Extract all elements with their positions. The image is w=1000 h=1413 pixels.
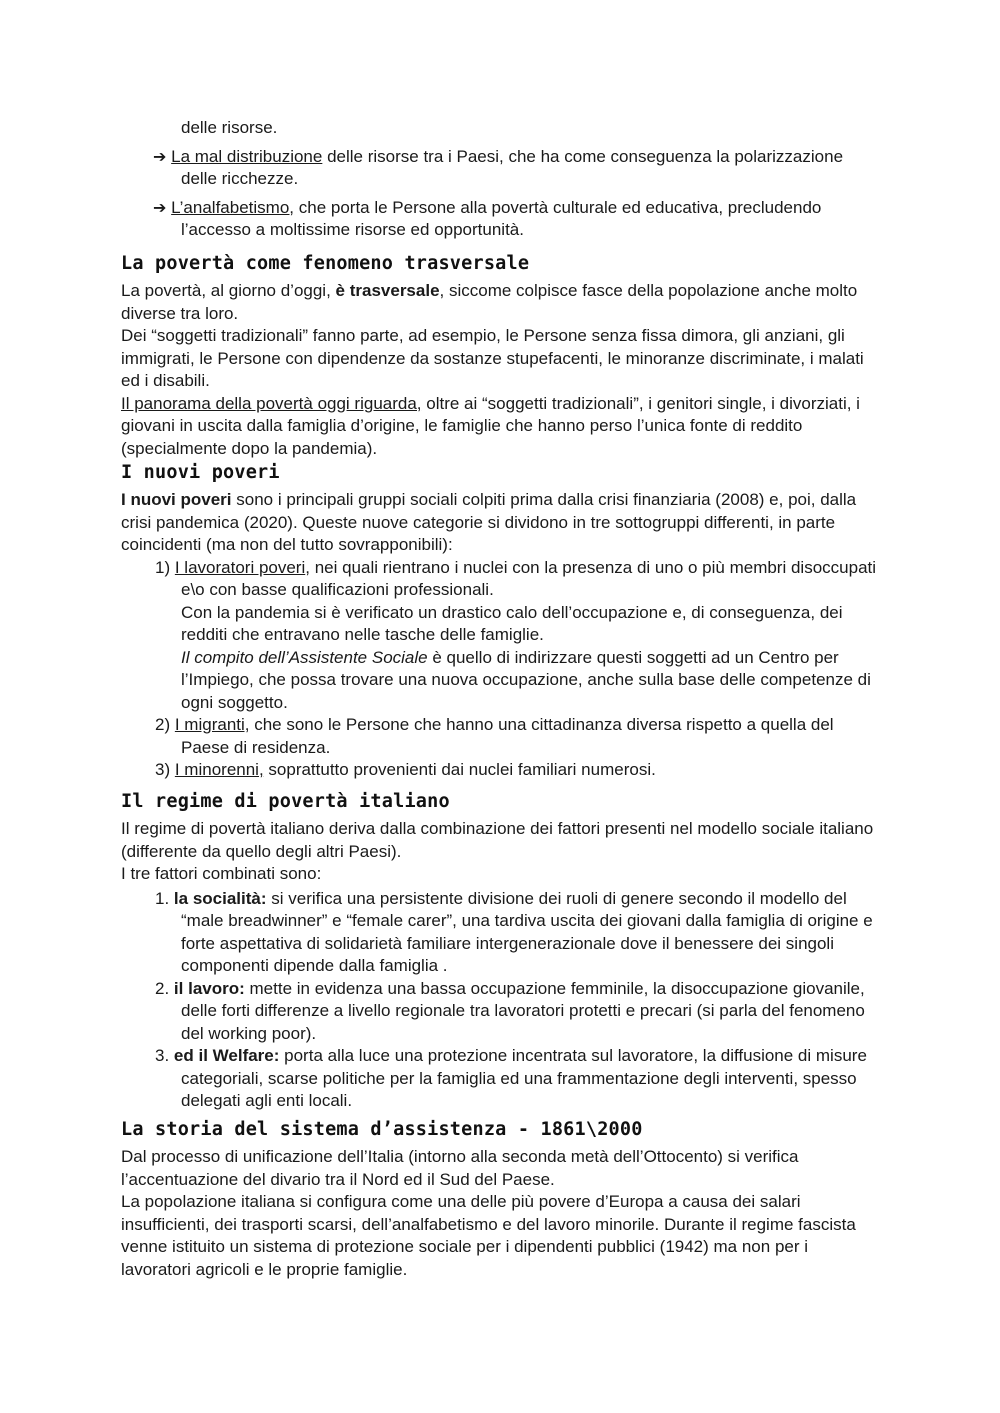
- list-number: 3): [155, 760, 171, 779]
- bold-term: il lavoro:: [173, 978, 245, 998]
- underlined-term: L’analfabetismo,: [171, 197, 295, 217]
- text: La povertà, al giorno d’oggi,: [121, 281, 336, 300]
- list-number: 1.: [155, 888, 170, 908]
- paragraph: I tre fattori combinati sono:: [121, 864, 322, 883]
- list-number: 2): [155, 715, 171, 734]
- paragraph: Dei “soggetti tradizionali” fanno parte, ad esempio, le Persone senza fissa dimora, gli anziani, gli immigrati, le Persone con dipendenze da sostanze stupefacenti, le minoranze discriminate, i malati ed i disabili.: [121, 326, 864, 390]
- text: che sono le Persone che hanno una cittadinanza diversa rispetto a quella del Paese di residenza.: [181, 715, 834, 757]
- list-item: [121, 759, 881, 782]
- underlined-term: I lavoratori poveri: [174, 557, 306, 577]
- section-heading: La povertà come fenomeno trasversale: [121, 253, 530, 274]
- section-heading: Il regime di povertà italiano: [121, 791, 450, 812]
- paragraph: La popolazione italiana si configura come una delle più povere d’Europa a causa dei salari insufficienti, dei trasporti scarsi, dell’analfabetismo e del lavoro minorile. Durante il regime fascista venne istituito un sistema di protezione sociale per i dipendenti pubblici (1942) ma non per i lavoratori agricoli e le proprie famiglie.: [121, 1192, 856, 1279]
- bullet-text: che porta le Persone alla povertà culturale ed educativa, precludendo l’accesso a moltissime risorse ed opportunità.: [181, 197, 822, 239]
- text: oltre ai “soggetti tradizionali”, i genitori single, i divorziati, i giovani in uscita dalla famiglia d’origine, le famiglie che hanno perso l’unica fonte di reddito (specialmente dopo la pandemia).: [121, 393, 860, 458]
- bold-term: la socialità:: [173, 888, 267, 908]
- paragraph: [121, 489, 881, 557]
- intro-line: delle risorse.: [181, 118, 278, 137]
- paragraph: [121, 280, 881, 325]
- list-number: 2.: [155, 978, 170, 998]
- section-heading: La storia del sistema d’assistenza - 1861\2000: [121, 1119, 643, 1140]
- list-item: [121, 1045, 881, 1113]
- section-regime-poverta: [121, 790, 881, 1113]
- text: si verifica una persistente divisione dei ruoli di genere secondo il modello del “male breadwinner” e “female carer”, una tardiva uscita dei giovani dalla famiglia di origine e forte aspettativa di solidarietà familiare intergenerazionale dove il benessere dei singoli componenti dipende dalla famiglia .: [181, 888, 873, 975]
- bold-term: ed il Welfare:: [173, 1046, 280, 1065]
- list-subparagraph: Con la pandemia si è verificato un drastico calo dell’occupazione e, di conseguenza, dei redditi che entravano nelle tasche delle famiglie.: [181, 602, 843, 644]
- text: porta alla luce una protezione incentrata sul lavoratore, la diffusione di misure categoriali, scarse politiche per la famiglia ed una frammentazione degli interventi, spesso delegati agli enti locali.: [181, 1046, 867, 1110]
- list-subparagraph: [121, 647, 881, 715]
- bold-term: è trasversale: [335, 281, 440, 300]
- bullet-item: [121, 197, 881, 242]
- intro-continuation: [121, 117, 881, 242]
- text: , siccome colpisce fasce della popolazione anche molto diverse tra loro.: [121, 281, 858, 323]
- underlined-term: I minorenni,: [174, 760, 264, 779]
- list-item: [121, 557, 881, 602]
- text: mette in evidenza una bassa occupazione femminile, la disoccupazione giovanile, delle forti differenze a livello regionale tra lavoratori protetti e precari (si parla del fenomeno del working poor).: [181, 978, 865, 1043]
- underlined-term: Il panorama della povertà oggi riguarda,: [121, 393, 422, 413]
- list-number: 1): [155, 557, 171, 577]
- section-nuovi-poveri: [121, 461, 881, 782]
- arrow-icon: ➔: [153, 197, 167, 217]
- bullet-item: [121, 146, 881, 191]
- section-heading: I nuovi poveri: [121, 462, 280, 483]
- underlined-term: I migranti,: [174, 715, 250, 734]
- section-storia-assistenza: [121, 1118, 881, 1281]
- list-item: [121, 978, 881, 1046]
- list-item: [121, 714, 881, 759]
- arrow-icon: ➔: [153, 146, 167, 166]
- underlined-term: La mal distribuzione: [171, 146, 323, 166]
- text: soprattutto provenienti dai nuclei familiari numerosi.: [263, 760, 656, 779]
- paragraph: [121, 393, 881, 461]
- paragraph: Il regime di povertà italiano deriva dalla combinazione dei fattori presenti nel modello sociale italiano (differente da quello degli altri Paesi).: [121, 819, 874, 861]
- text: è quello di indirizzare questi soggetti ad un Centro per l’Impiego, che possa trovare una nuova occupazione, anche sulla base delle competenze di ogni soggetto.: [181, 647, 871, 712]
- italic-term: Il compito dell’Assistente Sociale: [181, 647, 428, 667]
- section-trasversale: [121, 252, 881, 460]
- text: sono i principali gruppi sociali colpiti prima dalla crisi finanziaria (2008) e, poi, dalla crisi pandemica (2020). Queste nuove categorie si dividono in tre sottogruppi differenti, in parte coincidenti (ma non del tutto sovrapponibili):: [121, 490, 857, 554]
- bold-term: I nuovi poveri: [121, 490, 232, 509]
- text: , nei quali rientrano i nuclei con la presenza di uno o più membri disoccupati e\o con basse qualificazioni professionali.: [181, 557, 877, 599]
- bullet-text: delle risorse tra i Paesi, che ha come conseguenza la polarizzazione delle ricchezze.: [181, 146, 844, 188]
- list-number: 3.: [155, 1046, 170, 1065]
- paragraph: Dal processo di unificazione dell’Italia (intorno alla seconda metà dell’Ottocento) si verifica l’accentuazione del divario tra il Nord ed il Sud del Paese.: [121, 1147, 799, 1189]
- list-item: [121, 888, 881, 978]
